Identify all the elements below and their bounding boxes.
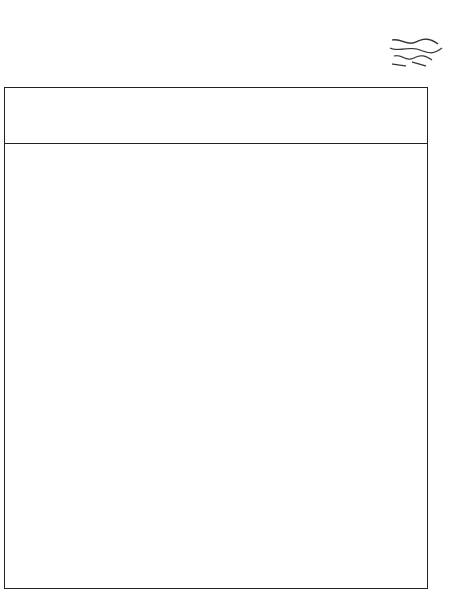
horizon-logo — [338, 10, 468, 70]
header-row — [5, 88, 427, 144]
logo-scribble-icon — [386, 36, 446, 70]
worksheet-table — [4, 87, 428, 589]
